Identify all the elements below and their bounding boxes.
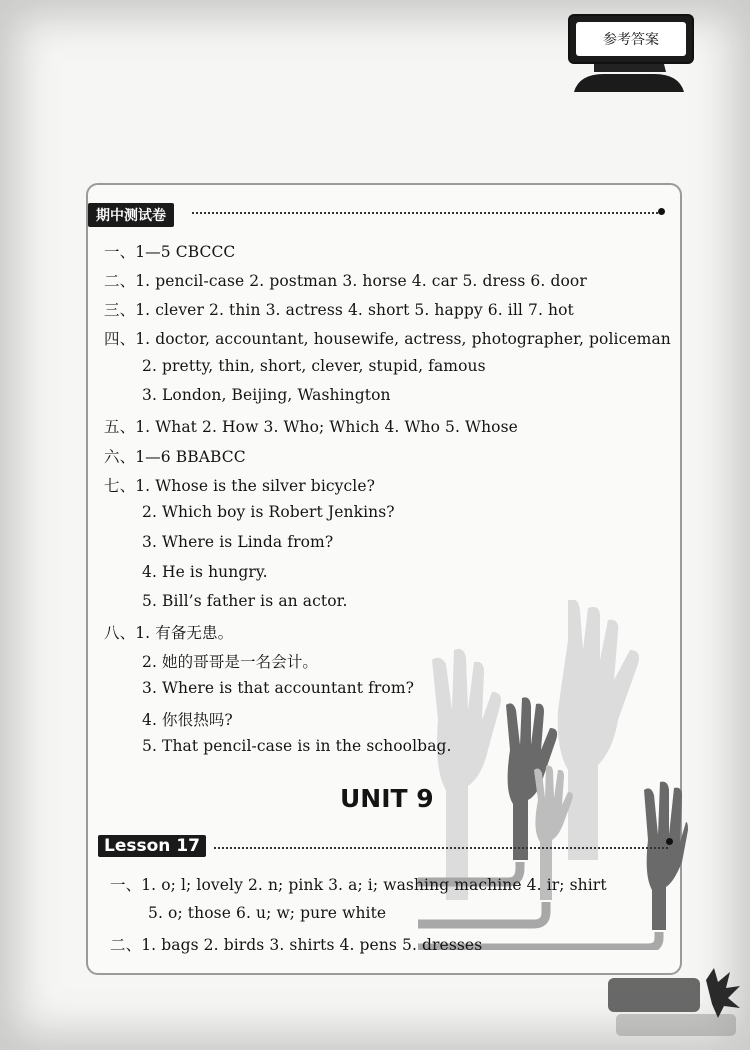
- midterm-line: 三、1. clever 2. thin 3. actress 4. short 5. happy 6. ill 7. hot: [104, 301, 574, 319]
- midterm-line: 七、1. Whose is the silver bicycle?: [104, 477, 376, 495]
- midterm-line: 2. Which boy is Robert Jenkins?: [142, 503, 395, 521]
- midterm-line: 3. London, Beijing, Washington: [142, 386, 391, 404]
- lesson-rule-endpoint: [666, 838, 673, 845]
- tab-stand-icon: [574, 64, 684, 92]
- midterm-line: 二、1. pencil-case 2. postman 3. horse 4. car 5. dress 6. door: [104, 272, 587, 290]
- lesson-line: 一、1. o; l; lovely 2. n; pink 3. a; i; washing machine 4. ir; shirt: [110, 876, 607, 894]
- lesson-dotted-rule: [214, 847, 668, 849]
- answer-tab-label: 参考答案: [576, 22, 686, 56]
- lesson-section-header: [98, 835, 206, 857]
- midterm-dotted-rule: [192, 212, 658, 214]
- midterm-section-header: [88, 203, 174, 227]
- midterm-line: 六、1—6 BBABCC: [104, 448, 246, 466]
- midterm-rule-endpoint: [658, 208, 665, 215]
- midterm-line: 五、1. What 2. How 3. Who; Which 4. Who 5. Whose: [104, 418, 518, 436]
- midterm-section-title: 期中测试卷: [88, 203, 174, 227]
- answer-tab: [568, 14, 694, 64]
- midterm-line: 一、1—5 CBCCC: [104, 243, 236, 261]
- midterm-line: 四、1. doctor, accountant, housewife, actress, photographer, policeman: [104, 330, 671, 348]
- lesson-line: 5. o; those 6. u; w; pure white: [148, 904, 387, 922]
- watermark-logo-icon: [606, 968, 742, 1040]
- midterm-line: 2. 她的哥哥是一名会计。: [142, 653, 319, 671]
- raised-hands-illustration: [418, 600, 688, 950]
- midterm-line: 3. Where is that accountant from?: [142, 679, 415, 697]
- lesson-section-title: Lesson 17: [98, 835, 206, 857]
- midterm-line: 5. Bill’s father is an actor.: [142, 592, 348, 610]
- midterm-line: 4. 你很热吗?: [142, 711, 233, 729]
- midterm-line: 5. That pencil-case is in the schoolbag.: [142, 737, 452, 755]
- midterm-line: 2. pretty, thin, short, clever, stupid, famous: [142, 357, 486, 375]
- unit-heading: UNIT 9: [340, 784, 434, 813]
- midterm-line: 4. He is hungry.: [142, 563, 268, 581]
- midterm-line: 八、1. 有备无患。: [104, 624, 234, 642]
- lesson-line: 二、1. bags 2. birds 3. shirts 4. pens 5. dresses: [110, 936, 483, 954]
- midterm-line: 3. Where is Linda from?: [142, 533, 334, 551]
